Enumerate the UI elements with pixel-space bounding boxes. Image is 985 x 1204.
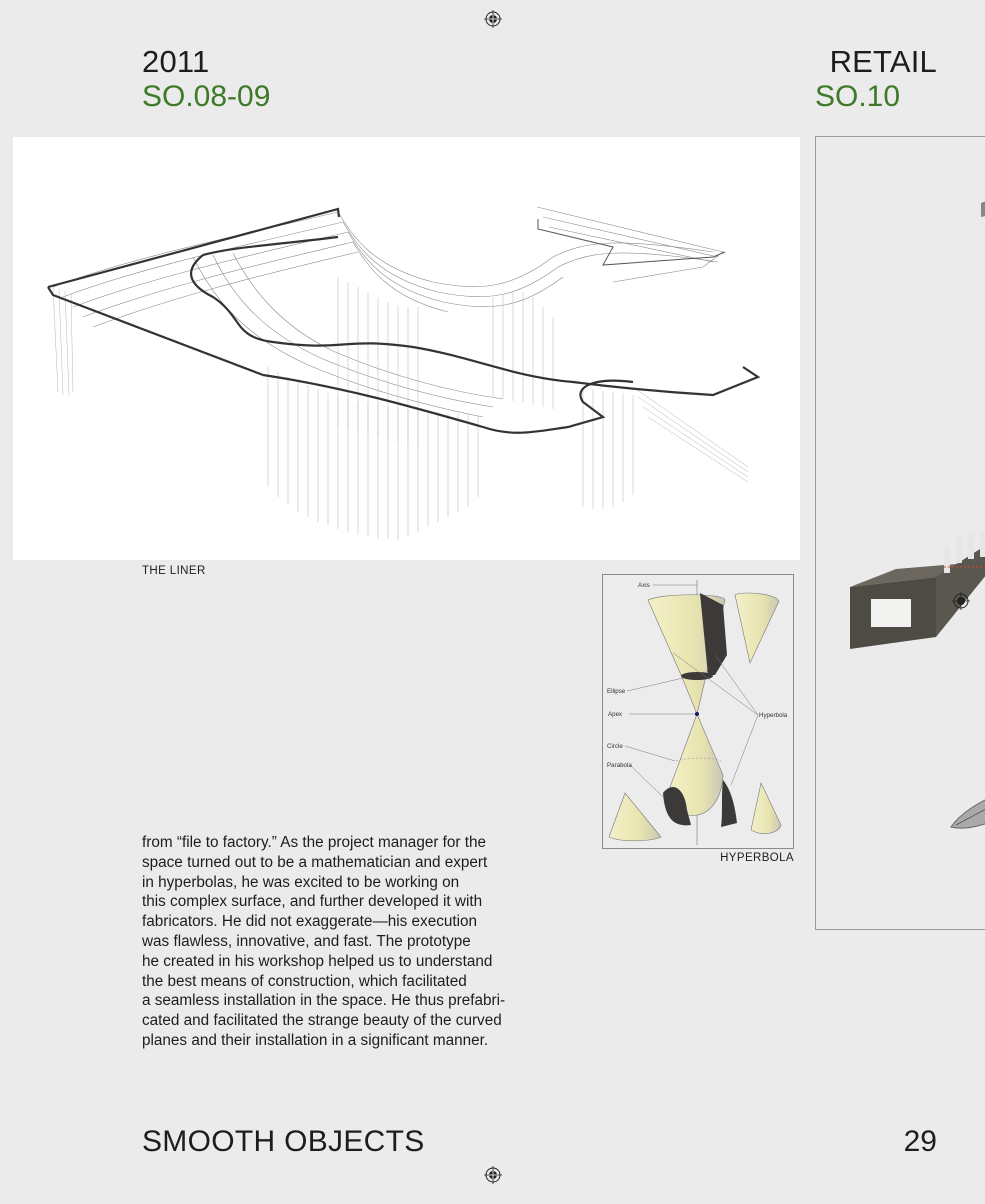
project-code-right: SO.10 (815, 80, 901, 113)
body-line: from “file to factory.” As the project manager for the (142, 834, 487, 851)
caption-liner: THE LINER (142, 565, 206, 577)
body-line: fabricators. He did not exaggerate—his execution (142, 913, 478, 931)
body-paragraph (142, 833, 542, 1051)
body-line: the best means of construction, which facilitated (142, 972, 467, 990)
body-line: this complex surface, and further developed it with (142, 893, 483, 911)
body-line: he created in his workshop helped us to understand (142, 952, 493, 970)
diagram-label-parabola: Parabola (607, 762, 632, 769)
diagram-label-hyperbola: Hyperbola (759, 712, 788, 719)
diagram-label-circle: Circle (607, 743, 623, 750)
body-line: space turned out to be a mathematician and expert (142, 853, 488, 871)
diagram-label-ellipse: Ellipse (607, 688, 626, 695)
page-number: 29 (903, 1125, 937, 1158)
hyperbola-diagram (602, 574, 794, 849)
registration-mark-top-icon (484, 10, 502, 28)
body-line: a seamless installation in the space. He thus prefabri- (142, 992, 506, 1010)
body-line: cated and facilitated the strange beauty of the curved (142, 1012, 502, 1030)
year-label: 2011 (142, 44, 210, 79)
diagram-label-apex: Apex (608, 711, 623, 718)
diagram-label-axis: Axis (638, 582, 650, 589)
book-title: SMOOTH OBJECTS (142, 1125, 425, 1158)
registration-mark-bottom-icon (484, 1166, 502, 1184)
body-line: planes and their installation in a significant manner. (142, 1031, 489, 1049)
liner-wireframe-image (13, 137, 800, 560)
project-code-left: SO.08-09 (142, 80, 271, 113)
body-line: in hyperbolas, he was excited to be working on (142, 873, 460, 891)
retail-space-image (815, 136, 985, 930)
section-label: RETAIL (829, 44, 937, 79)
caption-hyperbola: HYPERBOLA (720, 852, 794, 864)
body-line: was flawless, innovative, and fast. The prototype (142, 932, 471, 950)
